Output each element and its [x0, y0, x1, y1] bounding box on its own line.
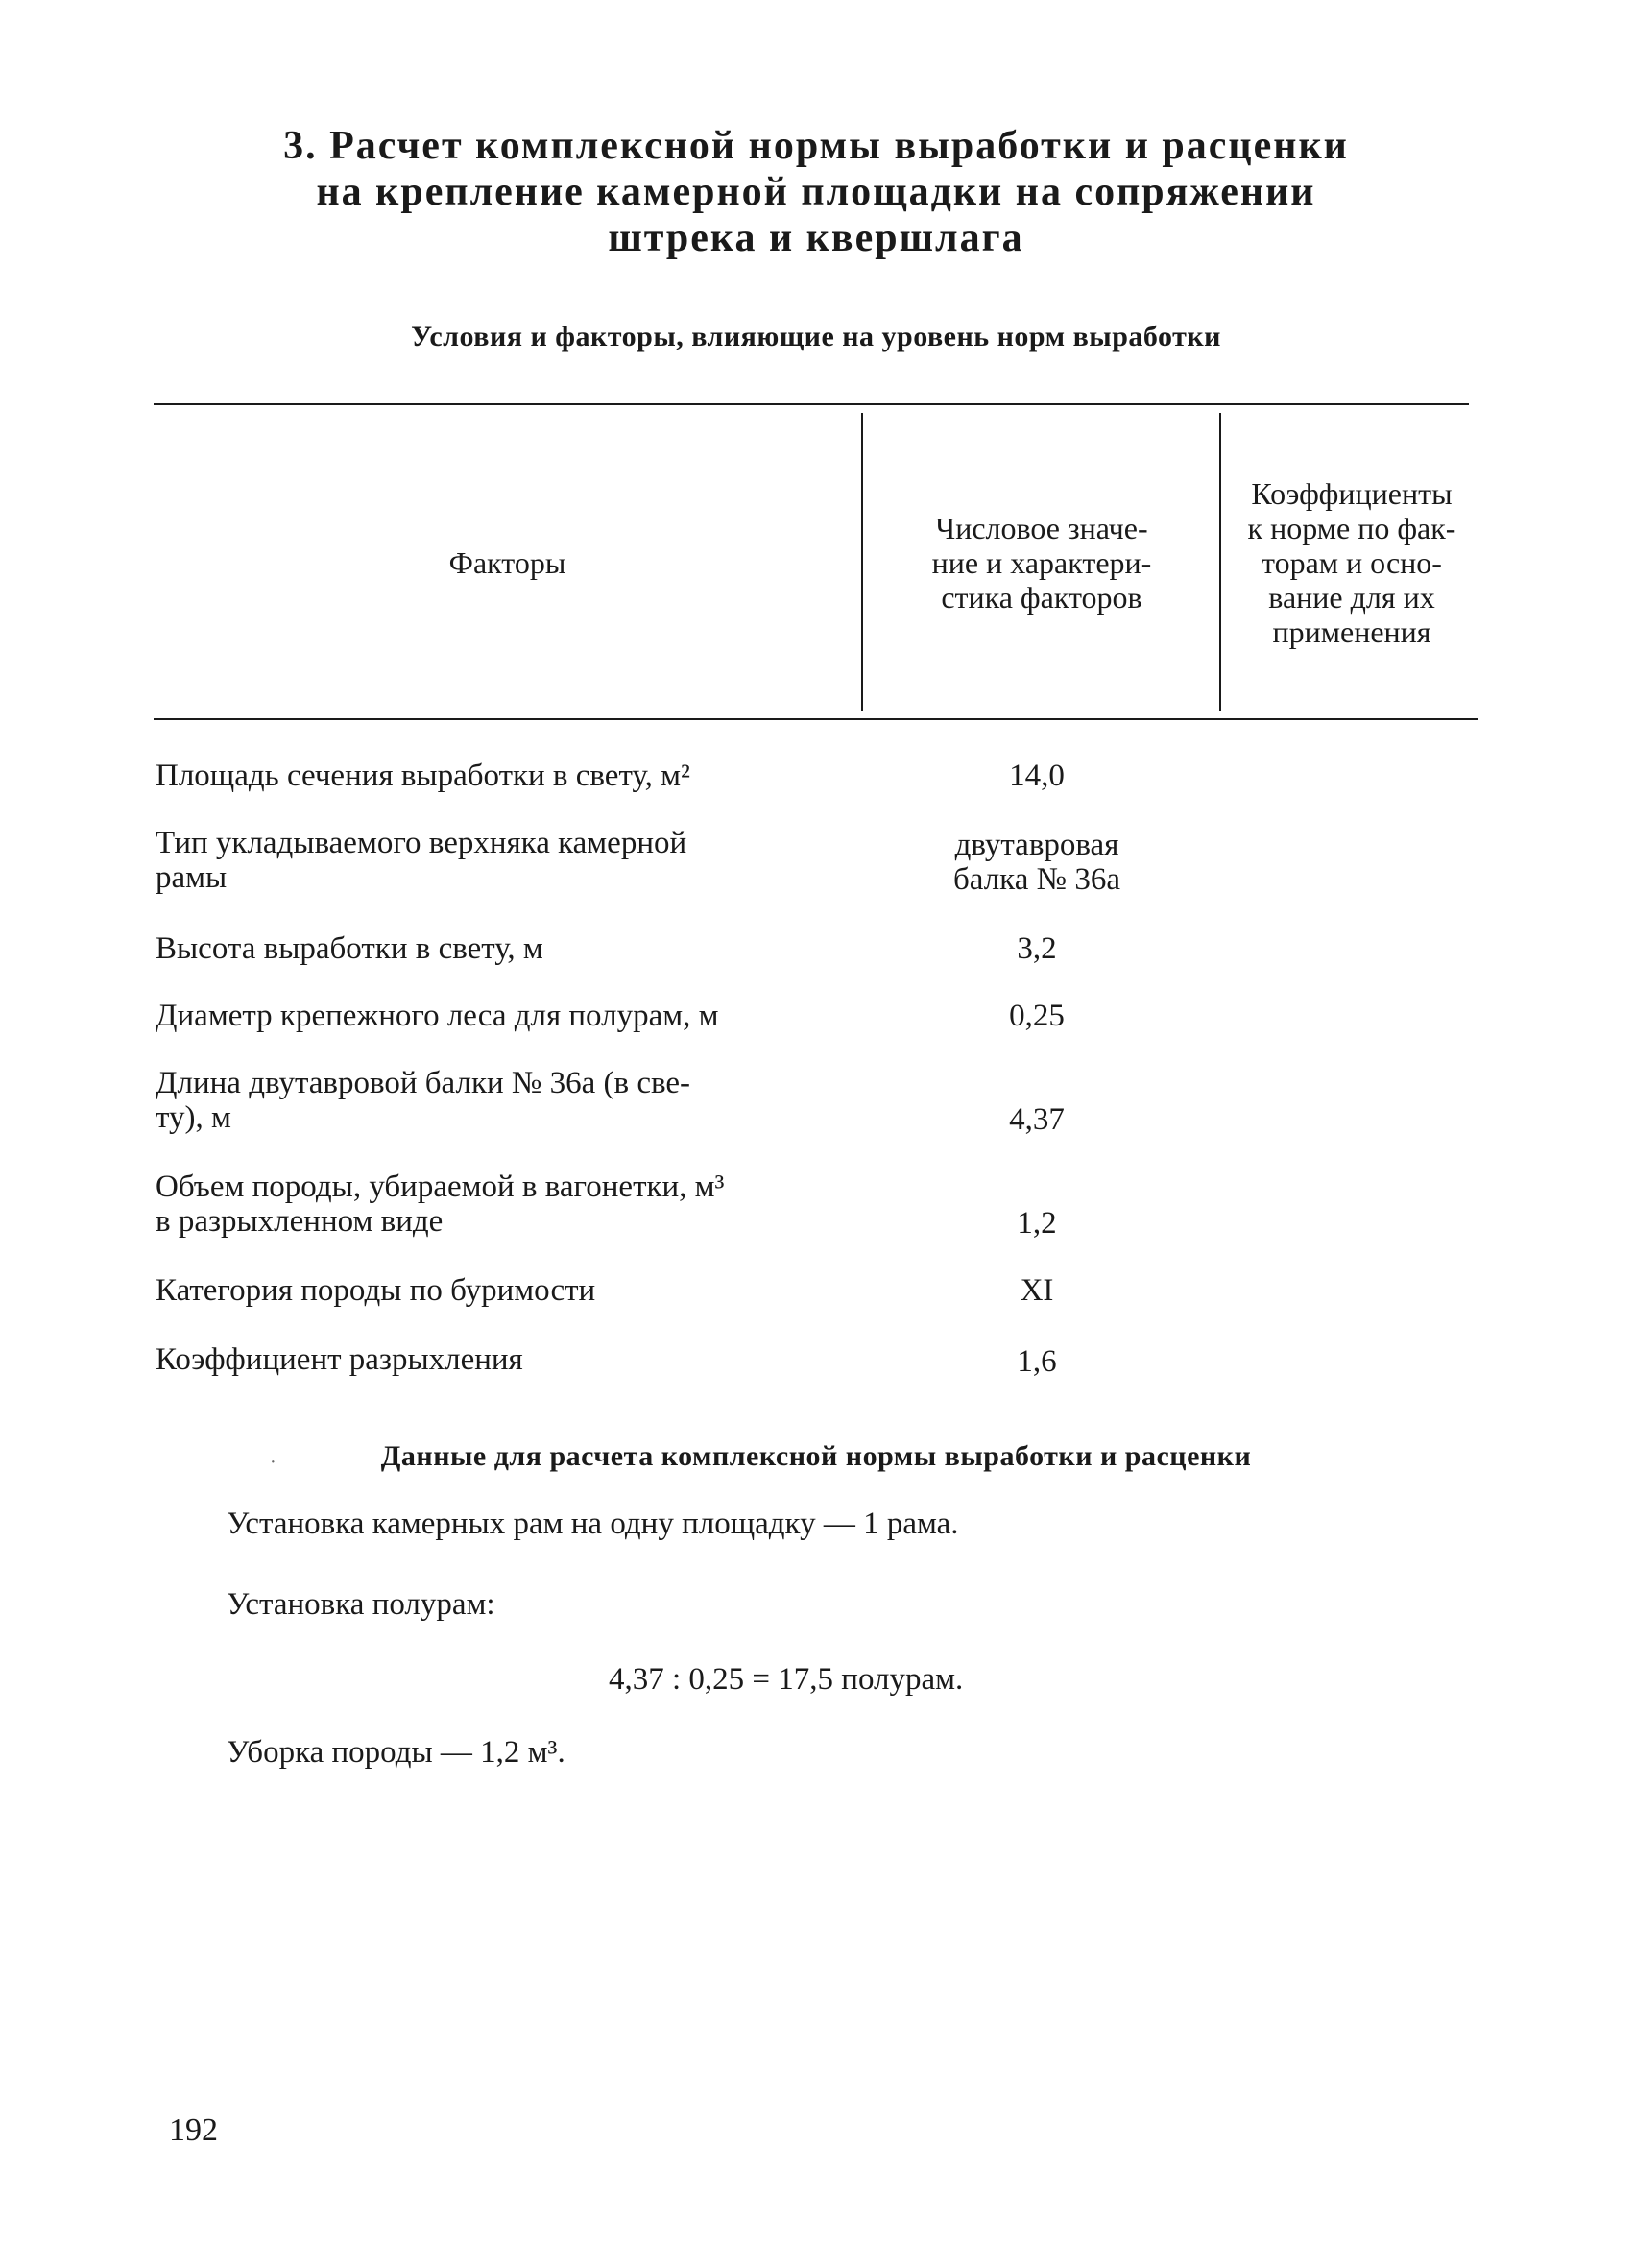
table-row-value: 0,25	[1009, 999, 1065, 1033]
table-row-factor: Площадь сечения выработки в свету, м²	[156, 759, 690, 793]
table-row-factor: Объем породы, убираемой в вагонетки, м³ в разрыхленном виде	[156, 1170, 725, 1239]
table-column-divider-1	[861, 413, 863, 711]
table-row-factor: Тип укладываемого верхняка камерной рамы	[156, 826, 687, 895]
paragraph-rock-removal: Уборка породы — 1,2 м³.	[227, 1735, 565, 1770]
calculation-data-heading: Данные для расчета комплексной нормы выработки и расценки	[380, 1440, 1252, 1472]
table-row-factor: Длина двутавровой балки № 36а (в све- ту), м	[156, 1066, 691, 1135]
title-line-3: штрека и квершлага	[608, 216, 1024, 260]
header-coefficients: Коэффициенты к норме по фак- торам и осно- вание для их применения	[1247, 476, 1456, 649]
table-top-rule	[154, 403, 1469, 405]
table-header-bottom-rule	[154, 718, 1478, 720]
table-row-value: 3,2	[1017, 931, 1057, 966]
title-line-2: на крепление камерной площадки на сопряжении	[316, 170, 1316, 214]
paragraph-frames: Установка камерных рам на одну площадку — 1 рама.	[227, 1507, 959, 1541]
formula: 4,37 : 0,25 = 17,5 полурам.	[609, 1662, 964, 1697]
table-row-value: двутавровая балка № 36а	[952, 828, 1120, 897]
header-factors: Факторы	[448, 545, 566, 580]
table-row-value: 1,6	[1017, 1344, 1057, 1379]
section-title	[154, 123, 1478, 261]
table-row-value: 4,37	[1009, 1102, 1065, 1137]
table-row-factor: Коэффициент разрыхления	[156, 1342, 523, 1377]
table-caption: Условия и факторы, влияющие на уровень норм выработки	[411, 321, 1221, 352]
table-row-value: XI	[1020, 1273, 1054, 1308]
table-row-factor: Высота выработки в свету, м	[156, 931, 543, 966]
table-row-value: 14,0	[1009, 759, 1065, 793]
header-value: Числовое значе- ние и характери- стика факторов	[931, 511, 1152, 615]
page-number: 192	[169, 2112, 218, 2148]
table-row-value: 1,2	[1017, 1206, 1057, 1241]
title-line-1: 3. Расчет комплексной нормы выработки и расценки	[283, 124, 1349, 168]
stray-mark: ·	[270, 1452, 276, 1473]
table-row-factor: Категория породы по буримости	[156, 1273, 596, 1308]
table-row-factor: Диаметр крепежного леса для полурам, м	[156, 999, 719, 1033]
paragraph-half-frames: Установка полурам:	[227, 1587, 495, 1622]
